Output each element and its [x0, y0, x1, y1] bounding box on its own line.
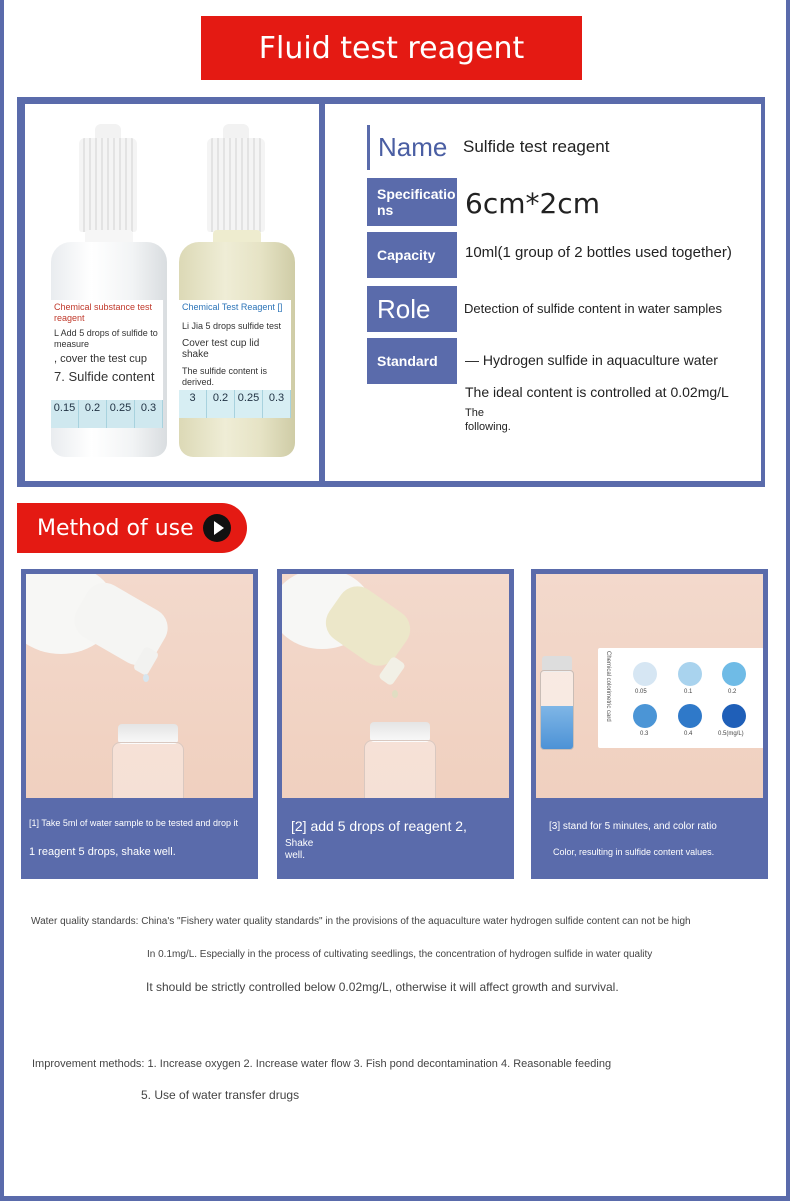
reagent-bottle-2: [177, 124, 297, 459]
swatch-value: 0.5(mg/L): [718, 731, 744, 737]
step3-line1: [3] stand for 5 minutes, and color ratio: [549, 821, 717, 832]
swatch-value: 0.3: [640, 731, 649, 737]
product-photo: [25, 104, 319, 481]
step3-photo: [536, 574, 763, 798]
method-label: Method of use: [37, 515, 194, 541]
bottle1-scale: [51, 400, 163, 428]
title-banner: [201, 16, 582, 80]
capacity-label: Capacity: [377, 247, 436, 263]
swatch-value: 0.1: [684, 689, 693, 695]
step-card-2: [277, 569, 514, 879]
step2-line1: [2] add 5 drops of reagent 2,: [291, 818, 467, 834]
role-label: Role: [377, 294, 431, 324]
colorimetric-card: [598, 648, 763, 748]
step2-line2: Shake well.: [285, 838, 314, 861]
card-title: Chemical colorimetric card: [605, 651, 611, 722]
step3-line2: Color, resulting in sulfide content values.: [553, 847, 715, 857]
scale-value: 3: [179, 390, 207, 418]
scale-value: 0.25: [107, 400, 135, 428]
name-accent-bar: [367, 125, 370, 170]
spec-label: Specifications: [377, 186, 456, 218]
step2-photo: [282, 574, 509, 798]
reagent-bottle-1: [49, 124, 169, 459]
step-card-1: [21, 569, 258, 879]
bottle2-line3: The sulfide content is derived.: [182, 366, 268, 387]
scale-value: 0.15: [51, 400, 79, 428]
scale-value: 0.3: [135, 400, 163, 428]
swatch: [633, 662, 657, 686]
swatch-value: 0.4: [684, 731, 693, 737]
bottle1-line1: L Add 5 drops of sulfide to measure: [54, 328, 158, 349]
role-value: Detection of sulfide content in water samples: [464, 301, 722, 316]
capacity-label-tag: [367, 232, 457, 278]
page-title: Fluid test reagent: [258, 30, 525, 66]
standards-line-3: It should be strictly controlled below 0.02mg/L, otherwise it will affect growth and survival.: [146, 980, 619, 994]
spec-value: 6cm*2cm: [465, 187, 600, 220]
swatch: [678, 704, 702, 728]
bottle2-line1: Li Jia 5 drops sulfide test: [182, 321, 282, 331]
swatch: [722, 704, 746, 728]
swatch: [722, 662, 746, 686]
standard-label: Standard: [377, 353, 438, 369]
capacity-value: 10ml(1 group of 2 bottles used together): [465, 244, 732, 261]
standards-line-1: Water quality standards: China's "Fishery water quality standards" in the provisions of the aquaculture water hydrogen sulfide content can not be high: [31, 916, 691, 927]
swatch: [678, 662, 702, 686]
role-label-tag: [367, 286, 457, 332]
step1-line2: 1 reagent 5 drops, shake well.: [29, 846, 176, 858]
improvement-line-1: Improvement methods: 1. Increase oxygen 2. Increase water flow 3. Fish pond decontamination 4. Reasonable feeding: [32, 1058, 612, 1070]
step1-line1: [1] Take 5ml of water sample to be tested and drop it: [29, 818, 238, 828]
bottle1-line2: , cover the test cup: [54, 353, 147, 365]
ideal-content-text: The ideal content is controlled at 0.02mg/L: [465, 384, 729, 400]
following-text: The following.: [465, 407, 511, 433]
bottle2-scale: [179, 390, 291, 418]
name-value: Sulfide test reagent: [463, 137, 610, 156]
swatch: [633, 704, 657, 728]
name-label: Name: [378, 132, 448, 162]
step-card-3: [531, 569, 768, 879]
bottle2-label-title: Chemical Test Reagent []: [182, 302, 283, 312]
scale-value: 0.3: [263, 390, 291, 418]
swatch-value: 0.05: [635, 689, 647, 695]
scale-value: 0.25: [235, 390, 263, 418]
play-icon: [203, 514, 231, 542]
swatch-value: 0.2: [728, 689, 737, 695]
bottle1-label-title: Chemical substance test reagent: [54, 302, 153, 323]
standards-line-2: In 0.1mg/L. Especially in the process of cultivating seedlings, the concentration of hydrogen sulfide in water quality: [147, 949, 653, 960]
standard-label-tag: [367, 338, 457, 384]
method-of-use-banner: [17, 503, 247, 553]
scale-value: 0.2: [79, 400, 107, 428]
improvement-line-2: 5. Use of water transfer drugs: [141, 1088, 300, 1102]
step1-photo: [26, 574, 253, 798]
spec-label-tag: [367, 178, 457, 226]
bottle1-line3: 7. Sulfide content: [54, 369, 155, 384]
standard-value: — Hydrogen sulfide in aquaculture water: [465, 352, 718, 368]
bottle2-line2: Cover test cup lid shake: [182, 338, 260, 360]
scale-value: 0.2: [207, 390, 235, 418]
